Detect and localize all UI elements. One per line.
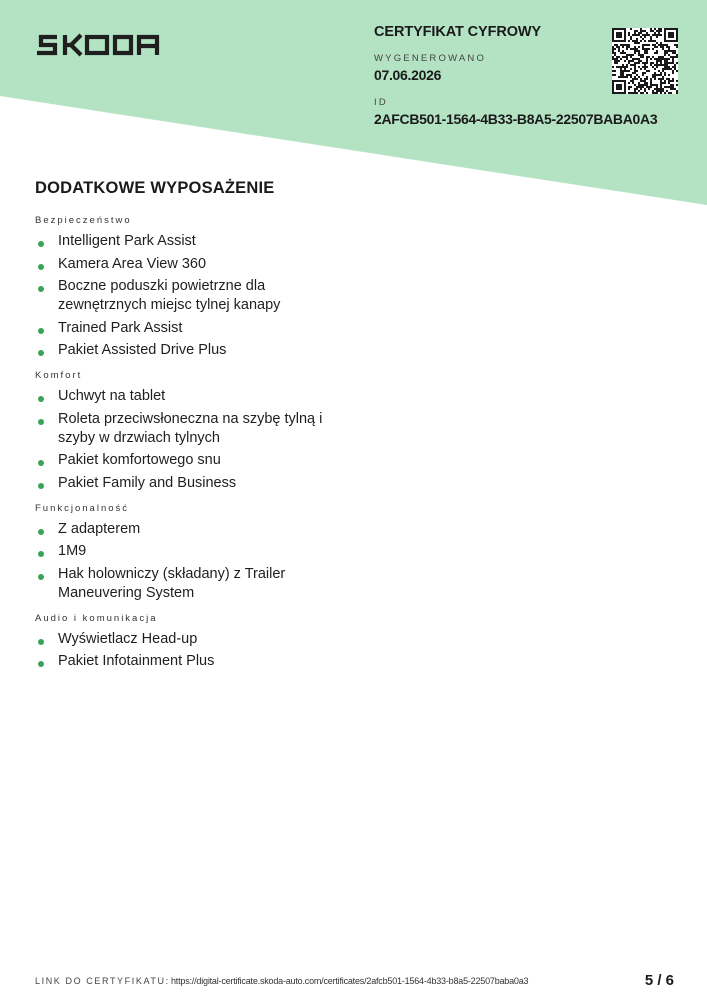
list-item <box>35 520 335 539</box>
bullet-icon <box>38 264 44 270</box>
bullet-icon <box>38 483 44 489</box>
bullet-icon <box>38 419 44 425</box>
list-item-text: Intelligent Park Assist <box>58 233 196 249</box>
list-item <box>35 277 335 315</box>
equipment-groups <box>35 215 335 675</box>
list-item-text: Uchwyt na tablet <box>58 388 166 404</box>
bullet-icon <box>38 328 44 334</box>
bullet-icon <box>38 574 44 580</box>
bullet-icon <box>38 460 44 466</box>
bullet-icon <box>38 396 44 402</box>
bullet-icon <box>38 639 44 645</box>
bullet-icon <box>38 350 44 356</box>
list-item <box>35 565 335 603</box>
list-item <box>35 319 335 338</box>
id-label: ID <box>374 97 388 108</box>
qr-code-icon[interactable] <box>612 28 678 94</box>
certificate-link[interactable]: https://digital-certificate.skoda-auto.com/certificates/2afcb501-1564-4b33-b8a5-22507baba0a3 <box>171 976 529 986</box>
list-item <box>35 630 335 649</box>
generated-label: WYGENEROWANO <box>374 53 487 64</box>
equipment-group <box>35 613 335 672</box>
list-item-text: Z adapterem <box>58 520 141 537</box>
list-item-text: Trained Park Assist <box>58 319 183 336</box>
skoda-logo <box>35 33 167 57</box>
list-item-text: Pakiet Family and Business <box>58 474 237 491</box>
footer-link-label: LINK DO CERTYFIKATU: <box>35 976 170 986</box>
list-item <box>35 542 335 561</box>
list-item-text: 1M9 <box>58 543 87 559</box>
bullet-icon <box>38 661 44 667</box>
list-item <box>35 387 335 406</box>
equipment-group <box>35 370 335 493</box>
list-item-text: Kamera Area View 360 <box>58 255 207 272</box>
group-label: Audio i komunikacja <box>35 612 158 624</box>
bullet-icon <box>38 551 44 557</box>
list-item <box>35 232 335 251</box>
group-label: Bezpieczeństwo <box>35 215 132 226</box>
list-item <box>35 451 335 470</box>
footer <box>35 972 680 991</box>
generated-date: 07.06.2026 <box>374 67 442 83</box>
section-title: DODATKOWE WYPOSAŻENIE <box>35 179 275 197</box>
list-item-text: Boczne poduszki powietrzne dla zewnętrznych miejsc tylnej kanapy <box>58 278 281 313</box>
list-item-text: Pakiet Assisted Drive Plus <box>58 342 227 358</box>
bullet-icon <box>38 529 44 535</box>
list-item <box>35 341 335 360</box>
equipment-group <box>35 215 335 360</box>
list-item-text: Pakiet komfortowego snu <box>58 452 221 468</box>
list-item-text: Wyświetlacz Head-up <box>58 630 198 647</box>
list-item-text: Pakiet Infotainment Plus <box>58 653 215 669</box>
list-item-text: Hak holowniczy (składany) z Trailer Maneuvering System <box>58 565 286 601</box>
group-label: Funkcjonalność <box>35 502 130 514</box>
equipment-group <box>35 503 335 603</box>
list-item <box>35 410 335 448</box>
bullet-icon <box>38 241 44 247</box>
list-item-text: Roleta przeciwsłoneczna na szybę tylną i szyby w drzwiach tylnych <box>58 410 323 446</box>
group-label: Komfort <box>35 370 83 381</box>
certificate-title: CERTYFIKAT CYFROWY <box>374 24 542 40</box>
page-number: 5 / 6 <box>644 972 674 989</box>
list-item <box>35 474 335 493</box>
list-item <box>35 652 335 671</box>
list-item <box>35 255 335 274</box>
certificate-id: 2AFCB501-1564-4B33-B8A5-22507BABA0A3 <box>374 111 658 127</box>
bullet-icon <box>38 286 44 292</box>
